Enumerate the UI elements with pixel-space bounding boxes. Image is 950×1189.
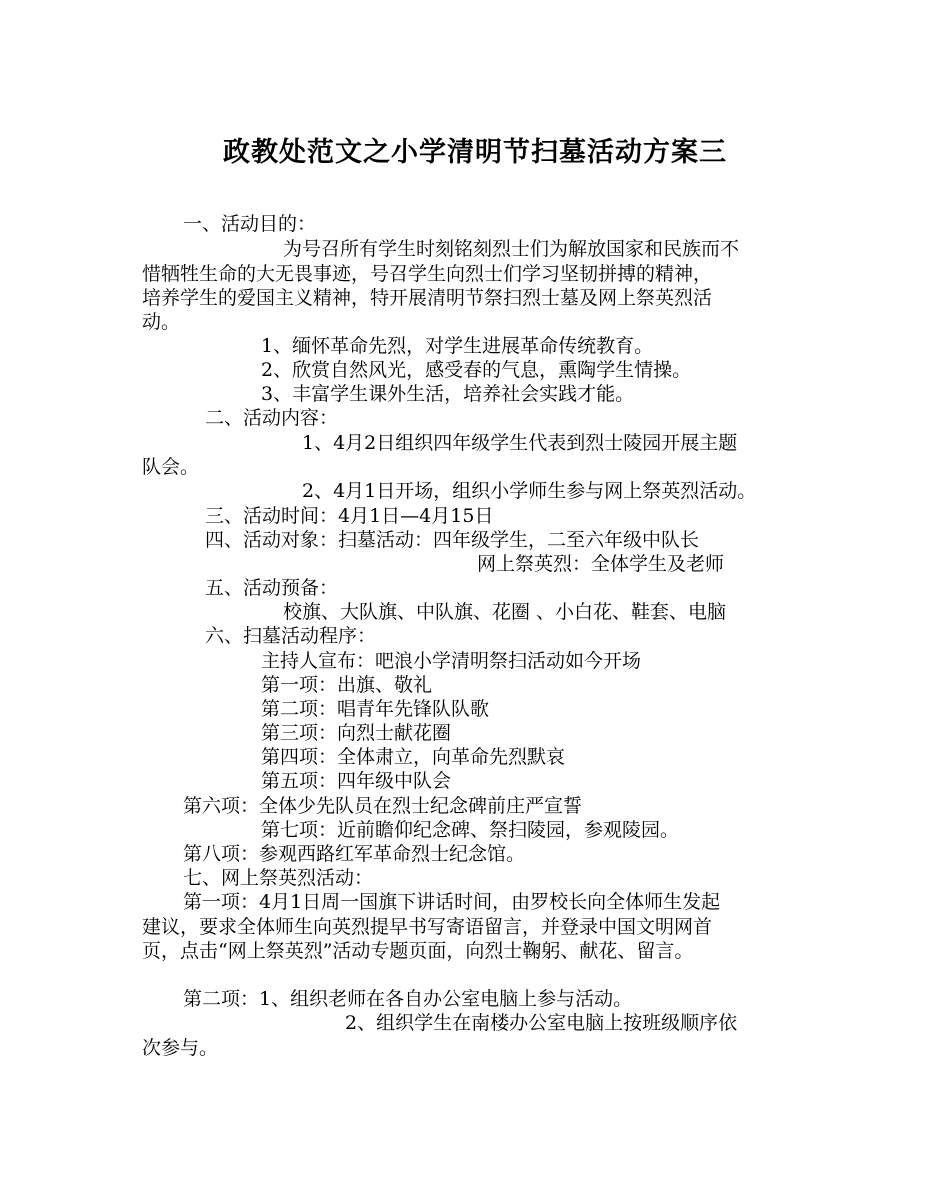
paragraph-line: 建议，要求全体师生向英烈提早书写寄语留言，并登录中国文明网首: [142, 916, 713, 938]
paragraph-line: 校旗、大队旗、中队旗、花圈 、小白花、鞋套、电脑: [283, 601, 727, 623]
section-3-heading: 三、活动时间：4月1日—4月15日: [205, 505, 494, 527]
paragraph-line: 第一项：4月1日周一国旗下讲话时间，由罗校长向全体师生发起: [183, 891, 721, 913]
paragraph-line: 培养学生的爱国主义精神，特开展清明节祭扫烈士墓及网上祭英烈活: [142, 287, 713, 309]
paragraph-line: 网上祭英烈：全体学生及老师: [477, 553, 725, 575]
list-item: 1、缅怀革命先烈，对学生进展革命传统教育。: [261, 335, 654, 357]
paragraph-line: 第二项：1、组织老师在各自办公室电脑上参与活动。: [183, 988, 633, 1010]
list-item: 第二项：唱青年先锋队队歌: [261, 698, 490, 720]
section-6-heading: 六、扫墓活动程序：: [205, 625, 377, 647]
list-item: 2、4月1日开场，组织小学师生参与网上祭英烈活动。: [302, 480, 757, 502]
section-7-heading: 七、网上祭英烈活动：: [183, 867, 374, 889]
list-item: 1、4月2日组织四年级学生代表到烈士陵园开展主题: [302, 432, 738, 454]
section-4-heading: 四、活动对象：扫墓活动：四年级学生，二至六年级中队长: [205, 529, 700, 551]
paragraph-line: 队会。: [142, 456, 200, 478]
paragraph-line: 为号召所有学生时刻铭刻烈士们为解放国家和民族而不: [283, 238, 740, 260]
list-item: 第六项：全体少先队员在烈士纪念碑前庄严宣誓: [183, 795, 583, 817]
section-5-heading: 五、活动预备：: [205, 577, 339, 599]
paragraph-line: 页，点击“网上祭英烈”活动专题页面，向烈士鞠躬、献花、留言。: [142, 940, 694, 962]
list-item: 主持人宣布：吧浪小学清明祭扫活动如今开场: [261, 650, 642, 672]
list-item: 第七项：近前瞻仰纪念碑、祭扫陵园，参观陵园。: [261, 819, 680, 841]
list-item: 第四项：全体肃立，向革命先烈默哀: [261, 746, 566, 768]
paragraph-line: 次参与。: [142, 1037, 219, 1059]
section-1-heading: 一、活动目的：: [183, 213, 317, 235]
list-item: 第五项：四年级中队会: [261, 770, 452, 792]
paragraph-line: 动。: [142, 311, 181, 333]
section-2-heading: 二、活动内容：: [205, 407, 339, 429]
paragraph-line: 2、组织学生在南楼办公室电脑上按班级顺序依: [345, 1012, 738, 1034]
document-title: 政教处范文之小学清明节扫墓活动方案三: [223, 137, 727, 168]
list-item: 2、欣赏自然风光，感受春的气息，熏陶学生情操。: [261, 359, 692, 381]
list-item: 第八项：参观西路红军革命烈士纪念馆。: [183, 843, 526, 865]
list-item: 3、丰富学生课外生活，培养社会实践才能。: [261, 383, 635, 405]
paragraph-line: 惜牺牲生命的大无畏事迹，号召学生向烈士们学习坚韧拼搏的精神，: [142, 263, 713, 285]
list-item: 第三项：向烈士献花圈: [261, 722, 452, 744]
list-item: 第一项：出旗、敬礼: [261, 674, 433, 696]
